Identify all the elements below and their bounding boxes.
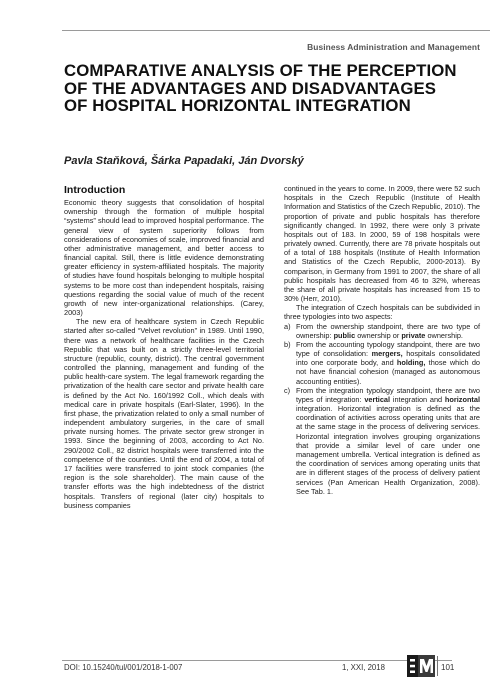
footer-divider — [437, 656, 438, 676]
bold-term: public — [333, 330, 356, 340]
right-column — [284, 184, 480, 496]
bold-term: mergers, — [371, 349, 403, 359]
list-text: From the integration typology standpoint, there are two types of integration: — [296, 385, 480, 404]
list-text: From the accounting typology standpoint, there are two type of consolidation: — [296, 339, 480, 359]
list-item — [284, 340, 480, 386]
list-text: integration and — [390, 394, 445, 404]
section-heading-introduction: Introduction — [64, 184, 126, 196]
list-text: ownership. — [425, 330, 463, 340]
list-item — [284, 322, 480, 340]
article-title: COMPARATIVE ANALYSIS OF THE PERCEPTION OF THE ADVANTAGES AND DISADVANTAGES OF HOSPITAL HORIZONTAL INTEGRATION — [64, 61, 457, 116]
section-label: Business Administration and Management — [307, 42, 480, 52]
list-text: hospitals consolidated into one corporate body, and — [296, 349, 480, 368]
bold-term: horizontal — [444, 394, 481, 404]
intro-paragraph-4: The integration of Czech hospitals can be subdivided in three typologies into two aspects: — [284, 303, 480, 322]
footer-rule — [62, 660, 452, 661]
list-item — [284, 386, 480, 496]
bold-term: vertical — [364, 394, 391, 404]
list-text: integration. Horizontal integration is defined as the coordination of activities across operating units that are at the same stage in the process of delivering services. Horizontal integration involves grouping organizations that provide a similar level of care under one management umbrella. Vertical integration is defined as the coordination of services among operating units that are in different stages of the process of delivery patient services (Pan American Health Organization, 2008). See Tab. 1. — [296, 404, 480, 496]
list-marker: c) — [284, 385, 291, 395]
page-number: 101 — [441, 663, 455, 672]
list-marker: a) — [284, 321, 291, 331]
list-text: From the ownership standpoint, there are two type of ownership: — [296, 321, 480, 340]
list-text: those which do not have financial cohesion (managed as autonomous accounting entities). — [296, 358, 480, 386]
left-column — [64, 184, 264, 510]
list-text: ownership or — [355, 330, 402, 340]
doi: DOI: 10.15240/tul/001/2018-1-007 — [64, 663, 183, 672]
intro-paragraph-2: The new era of healthcare system in Czech Republic started after so-called “Velvet revolution” in 1989. Until 1990, there was a network of healthcare facilities in the Czech Republic that was built on a strictly three-level territorial structure (republic, county, district). The central government controlled the planning, management and funding of the public health-care system. The legal framework regarding the privatization of the health care sector and private health care is defined by the Act No. 160/1992 Coll., which deals with medical care in private hospitals (Earl-Slater, 1996). In the first phase, the privatization related to only a small number of independent ambulatory surgeries, in the care of small private nursing homes. The private sector grew stronger in 1993. Since the beginning of 2003, according to Act No. 290/2002 Coll., 82 district hospitals were transferred into the competence of the counties. Until the end of 2004, a total of 17 facilities were transferred to joint stock companies (the region is the sole shareholder). The main cause of the transfer efforts was the high indebtedness of the district hospitals. Transfers of regional (later city) hospitals to business companies — [64, 317, 264, 510]
bold-term: private — [401, 330, 426, 340]
authors: Pavla Staňková, Šárka Papadaki, Ján Dvorský — [64, 155, 304, 167]
bold-term: holding, — [396, 358, 426, 368]
journal-logo — [407, 655, 435, 677]
intro-paragraph-3: continued in the years to come. In 2009, there were 52 such hospitals in the Czech Republic (Institute of Health Information and Statistics of the Czech Republic, 2010). The proportion of private and public hospitals has therefore significantly changed. In 1992, there were only 3 private hospitals out of 183. In 2000, 59 of 198 hospitals were privately owned. Currently, there are 78 private hospitals out of a total of 188 hospitals (Institute of Health Information and Statistics of the Czech Republic, 2000-2013). By comparison, in Germany from 1991 to 2007, the share of all public hospitals has decreased from 46 to 32%, whereas the share of all private hospitals has increased from 15 to 30% (Herr, 2010). — [284, 184, 480, 304]
typology-list — [284, 322, 480, 496]
issue-info: 1, XXI, 2018 — [342, 663, 385, 672]
intro-paragraph-1: Economic theory suggests that consolidation of hospital ownership through the formation of multiple hospital “systems” should lead to improved hospital performance. The general view of system superiority follows from considerations of economies of scale, improved financial and other administrative management, and better access to financial capital. Still, there is little evidence demonstrating greater efficiency in system-affiliated hospitals. The majority of studies have found hospitals belonging to multiple hospital systems to be more cost than independent hospitals, raising questions regarding the social value of much of the recent growth of new inter-organizational relationships. (Carey, 2003) — [64, 198, 264, 318]
header-rule — [62, 30, 490, 31]
list-marker: b) — [284, 339, 291, 349]
